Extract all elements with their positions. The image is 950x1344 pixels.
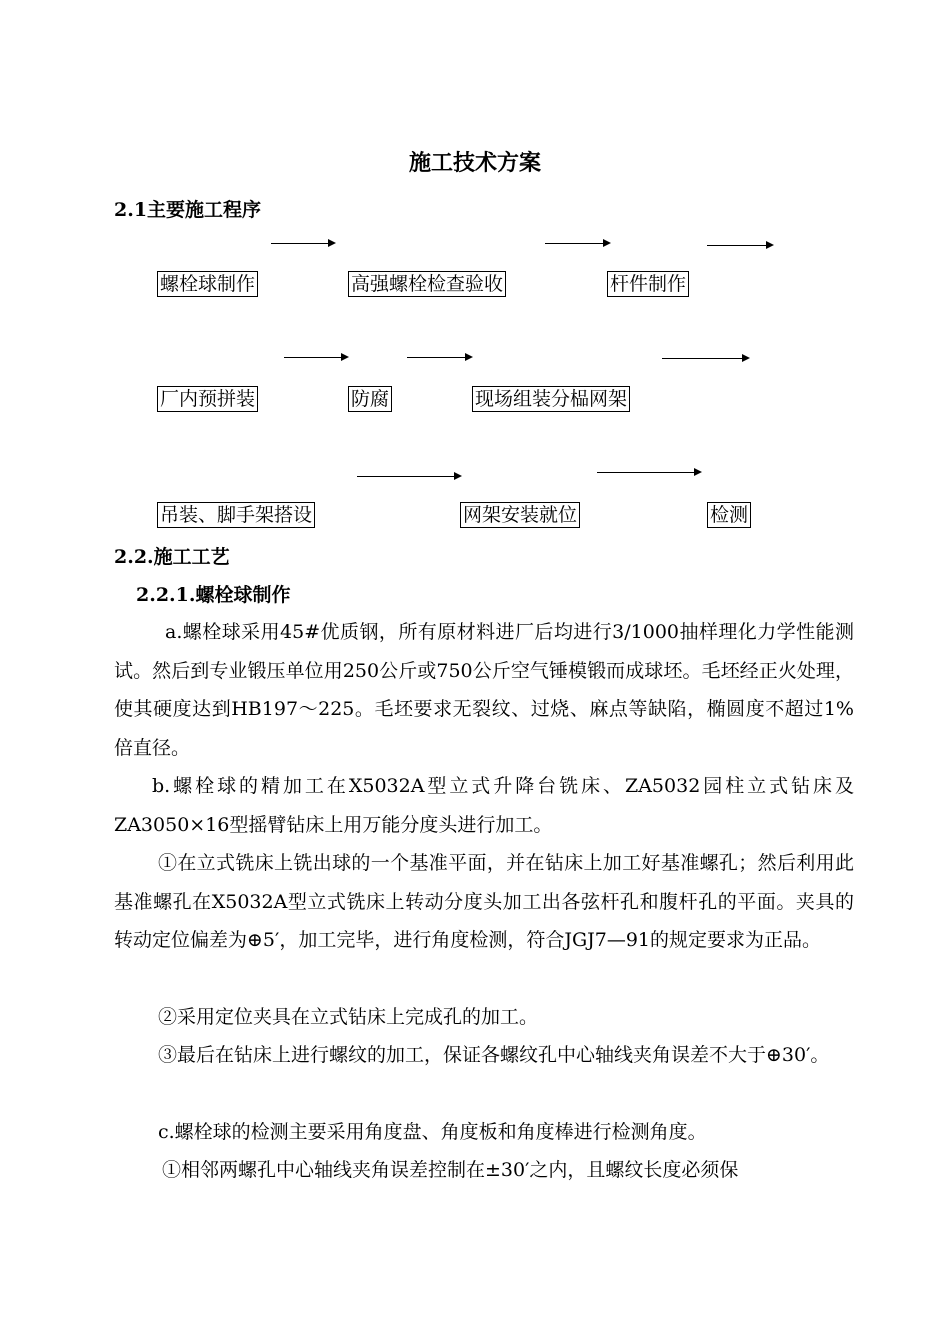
paragraph-a: a.螺栓球采用45#优质钢，所有原材料进厂后均进行3/1000抽样理化力学性能测试。然后到专业锻压单位用250公斤或750公斤空气锤模锻而成球坯。毛坯经正火处理，使其硬度达到HB197～225。毛坯要求无裂纹、过烧、麻点等缺陷，椭圆度不超过1%倍直径。 xyxy=(114,621,854,759)
flow-arrow xyxy=(271,243,333,244)
flow-arrow xyxy=(407,357,470,358)
paragraph-b2: ②采用定位夹具在立式钻床上完成孔的加工。 xyxy=(158,1006,539,1028)
flow-step-hoisting: 吊装、脚手架搭设 xyxy=(157,502,315,528)
flow-step-site-assembly: 现场组装分榀网架 xyxy=(472,386,630,412)
flow-arrow xyxy=(662,358,747,359)
flow-step-inspection: 检测 xyxy=(707,502,751,528)
flow-step-bolt-ball: 螺栓球制作 xyxy=(157,271,258,297)
flow-arrow xyxy=(597,472,699,473)
flow-step-rod-making: 杆件制作 xyxy=(607,271,689,297)
section-heading-2-2: 2.2.施工工艺 xyxy=(114,546,230,568)
flow-step-anticorrosion: 防腐 xyxy=(348,386,392,412)
paragraph-b3: ③最后在钻床上进行螺纹的加工，保证各螺纹孔中心轴线夹角误差不大于⊕30′。 xyxy=(158,1044,830,1066)
flow-step-bolt-inspection: 高强螺栓检查验收 xyxy=(348,271,506,297)
flow-arrow xyxy=(357,476,459,477)
paragraph-b: b.螺栓球的精加工在X5032A型立式升降台铣床、ZA5032园柱立式钻床及ZA3050×16型摇臂钻床上用万能分度头进行加工。 xyxy=(114,775,854,836)
page-title: 施工技术方案 xyxy=(408,150,541,176)
flow-step-installation: 网架安装就位 xyxy=(460,502,580,528)
paragraph-c: c.螺栓球的检测主要采用角度盘、角度板和角度棒进行检测角度。 xyxy=(158,1121,707,1143)
section-heading-2-1: 2.1主要施工程序 xyxy=(114,199,262,221)
paragraph-c1: ①相邻两螺孔中心轴线夹角误差控制在±30′之内，且螺纹长度必须保 xyxy=(162,1159,739,1181)
flow-arrow xyxy=(545,243,608,244)
paragraph-b1: ①在立式铣床上铣出球的一个基准平面，并在钻床上加工好基准螺孔；然后利用此基准螺孔在X5032A型立式铣床上转动分度头加工出各弦杆孔和腹杆孔的平面。夹具的转动定位偏差为⊕5′，加工完毕，进行角度检测，符合JGJ7—91的规定要求为正品。 xyxy=(114,852,854,951)
flow-step-pre-assembly: 厂内预拼装 xyxy=(157,386,258,412)
flow-arrow xyxy=(707,245,771,246)
section-heading-2-2-1: 2.2.1.螺栓球制作 xyxy=(136,584,291,606)
flow-arrow xyxy=(284,357,346,358)
